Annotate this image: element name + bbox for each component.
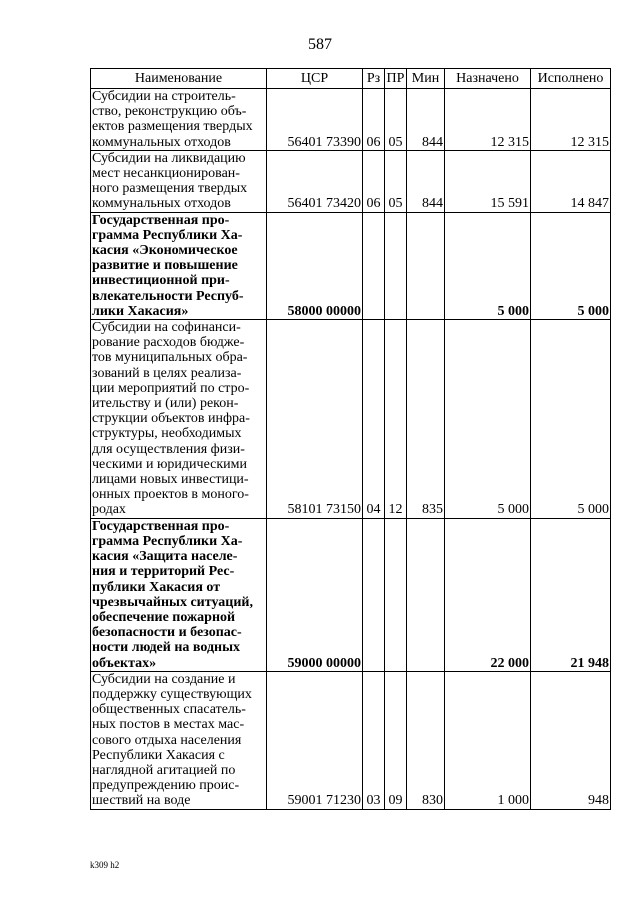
rz-cell bbox=[363, 212, 385, 319]
name-line: ния и территорий Рес- bbox=[92, 564, 235, 580]
name-line: Субсидии на ликвидацию bbox=[92, 150, 246, 166]
header-min: Мин bbox=[407, 69, 445, 89]
name-line: развитие и повышение bbox=[92, 258, 238, 274]
name-line: для осуществления физи- bbox=[92, 441, 245, 457]
table-row bbox=[91, 150, 611, 212]
name-line: ческими и юридическими bbox=[92, 456, 247, 472]
name-line: ектов размещения твердых bbox=[92, 119, 253, 135]
name-line: Субсидии на софинанси- bbox=[92, 320, 241, 336]
name-line: онных проектов в моного- bbox=[92, 487, 249, 503]
min-cell: 844 bbox=[407, 89, 445, 151]
executed-cell: 948 bbox=[531, 671, 611, 809]
rz-cell: 06 bbox=[363, 89, 385, 151]
table-row bbox=[91, 89, 611, 151]
csr-cell: 56401 73420 bbox=[267, 150, 363, 212]
rz-cell: 06 bbox=[363, 150, 385, 212]
executed-cell: 5 000 bbox=[531, 212, 611, 319]
pr-cell: 05 bbox=[385, 89, 407, 151]
executed-cell: 21 948 bbox=[531, 518, 611, 671]
min-cell: 830 bbox=[407, 671, 445, 809]
name-line: касия «Защита населе- bbox=[92, 549, 238, 565]
page-number: 587 bbox=[308, 36, 332, 53]
name-cell bbox=[91, 320, 267, 519]
table-body bbox=[91, 89, 611, 810]
name-line: ности людей на водных bbox=[92, 640, 241, 656]
name-cell bbox=[91, 518, 267, 671]
name-cell bbox=[91, 150, 267, 212]
name-line: Республики Хакасия с bbox=[92, 747, 225, 763]
footer-code: k309 h2 bbox=[90, 860, 120, 870]
name-line: поддержку существующих bbox=[92, 686, 252, 702]
min-cell: 844 bbox=[407, 150, 445, 212]
min-cell bbox=[407, 518, 445, 671]
planned-cell: 5 000 bbox=[445, 212, 531, 319]
planned-cell: 22 000 bbox=[445, 518, 531, 671]
min-cell bbox=[407, 212, 445, 319]
name-line: тов муниципальных обра- bbox=[92, 350, 248, 366]
csr-cell: 58000 00000 bbox=[267, 212, 363, 319]
planned-cell: 15 591 bbox=[445, 150, 531, 212]
pr-cell: 09 bbox=[385, 671, 407, 809]
header-name: Наименование bbox=[91, 69, 267, 89]
name-line: ции мероприятий по стро- bbox=[92, 380, 250, 396]
min-cell: 835 bbox=[407, 320, 445, 519]
planned-cell: 5 000 bbox=[445, 320, 531, 519]
name-line: Государственная про- bbox=[92, 212, 230, 228]
name-line: чрезвычайных ситуаций, bbox=[92, 594, 253, 610]
name-cell bbox=[91, 671, 267, 809]
csr-cell: 56401 73390 bbox=[267, 89, 363, 151]
name-line: обеспечение пожарной bbox=[92, 609, 236, 625]
name-line: структуры, необходимых bbox=[92, 426, 242, 442]
csr-cell: 59000 00000 bbox=[267, 518, 363, 671]
planned-cell: 1 000 bbox=[445, 671, 531, 809]
name-line: зований в целях реализа- bbox=[92, 365, 242, 381]
table-row bbox=[91, 518, 611, 671]
table-header-row bbox=[91, 69, 611, 89]
executed-cell: 5 000 bbox=[531, 320, 611, 519]
rz-cell bbox=[363, 518, 385, 671]
name-line: объектах» bbox=[92, 655, 157, 671]
csr-cell: 59001 71230 bbox=[267, 671, 363, 809]
name-line: сового отдыха населения bbox=[92, 732, 242, 748]
header-rz: Рз bbox=[363, 69, 385, 89]
budget-table bbox=[90, 68, 611, 810]
name-line: ительству и (или) рекон- bbox=[92, 396, 239, 412]
table-row bbox=[91, 320, 611, 519]
executed-cell: 12 315 bbox=[531, 89, 611, 151]
header-executed: Исполнено bbox=[531, 69, 611, 89]
name-line: инвестиционной при- bbox=[92, 273, 230, 289]
header-planned: Назначено bbox=[445, 69, 531, 89]
name-line: общественных спасатель- bbox=[92, 702, 246, 718]
table-row bbox=[91, 671, 611, 809]
pr-cell: 05 bbox=[385, 150, 407, 212]
name-line: грамма Республики Ха- bbox=[92, 227, 243, 243]
csr-cell: 58101 73150 bbox=[267, 320, 363, 519]
planned-cell: 12 315 bbox=[445, 89, 531, 151]
name-line: Государственная про- bbox=[92, 518, 230, 534]
name-line: струкции объектов инфра- bbox=[92, 411, 250, 427]
name-line: наглядной агитацией по bbox=[92, 762, 236, 778]
name-line: Субсидии на строитель- bbox=[92, 89, 236, 104]
name-cell bbox=[91, 212, 267, 319]
name-line: коммунальных отходов bbox=[92, 196, 231, 212]
header-pr: ПР bbox=[385, 69, 407, 89]
executed-cell: 14 847 bbox=[531, 150, 611, 212]
name-line: коммунальных отходов bbox=[92, 134, 231, 150]
name-line: шествий на воде bbox=[92, 793, 191, 809]
name-cell bbox=[91, 89, 267, 151]
name-line: грамма Республики Ха- bbox=[92, 533, 243, 549]
name-line: родах bbox=[92, 502, 126, 518]
name-line: безопасности и безопас- bbox=[92, 625, 242, 641]
name-line: мест несанкционирован- bbox=[92, 166, 240, 182]
rz-cell: 03 bbox=[363, 671, 385, 809]
name-line: ных постов в местах мас- bbox=[92, 717, 245, 733]
name-line: лики Хакасия» bbox=[92, 303, 189, 319]
name-line: Субсидии на создание и bbox=[92, 671, 236, 687]
name-line: ного размещения твердых bbox=[92, 181, 248, 197]
name-line: влекательности Респуб- bbox=[92, 288, 244, 304]
name-line: ство, реконструкцию объ- bbox=[92, 104, 247, 120]
name-line: публики Хакасия от bbox=[92, 579, 221, 595]
name-line: лицами новых инвестици- bbox=[92, 472, 249, 488]
pr-cell bbox=[385, 212, 407, 319]
pr-cell bbox=[385, 518, 407, 671]
name-line: рование расходов бюдже- bbox=[92, 335, 245, 351]
name-line: предупреждению проис- bbox=[92, 778, 240, 794]
rz-cell: 04 bbox=[363, 320, 385, 519]
pr-cell: 12 bbox=[385, 320, 407, 519]
name-line: касия «Экономическое bbox=[92, 243, 238, 259]
table-row bbox=[91, 212, 611, 319]
header-csr: ЦСР bbox=[267, 69, 363, 89]
